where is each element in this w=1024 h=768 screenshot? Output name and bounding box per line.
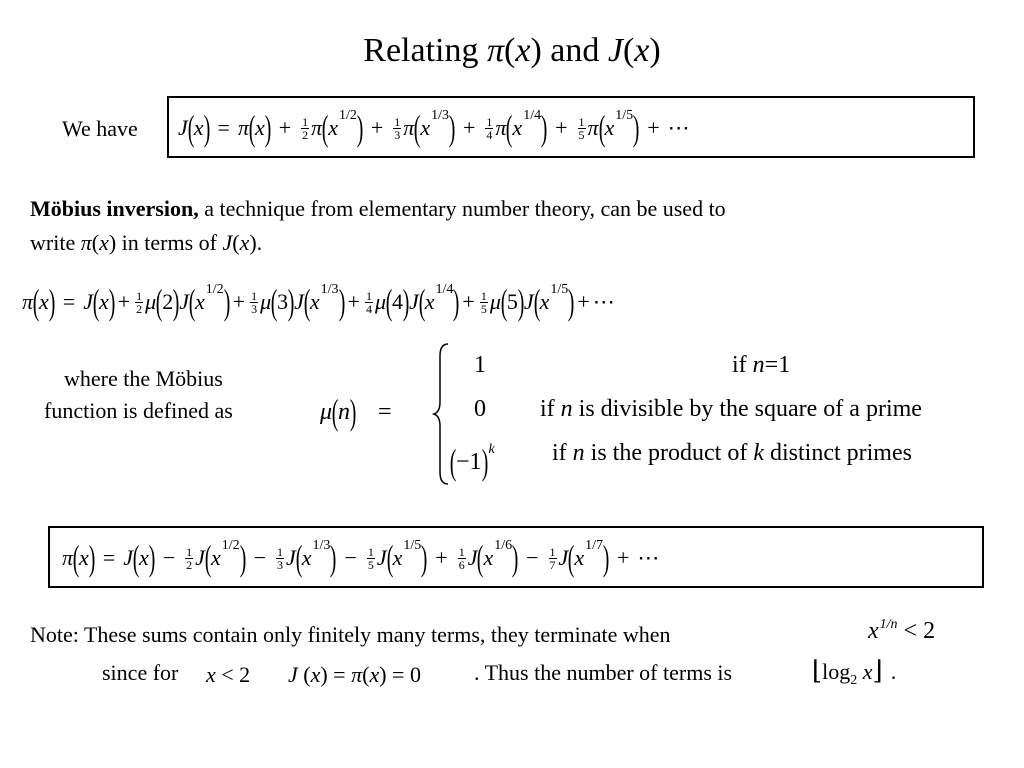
exponent: 1/5 (615, 108, 634, 123)
x-symbol: x (309, 289, 320, 314)
mobius-paragraph-line1 (30, 196, 726, 222)
x-symbol: x (99, 230, 109, 255)
x-symbol: x (254, 115, 265, 140)
case3-value: ( −1 ) k (449, 442, 495, 482)
x-symbol: x (310, 662, 321, 687)
mu-argument: 2 (162, 289, 174, 314)
sign: + (435, 545, 448, 570)
mu-symbol: μ (489, 289, 501, 314)
J-symbol: J (376, 545, 387, 570)
x-symbol: x (574, 545, 585, 570)
mobius-paragraph-line2: write π(x) in terms of J(x). (30, 230, 263, 255)
floor-right-bracket: ⌋ (872, 656, 883, 685)
fraction: $\frac{1}{4}$ (486, 114, 493, 142)
plus-sign: + (347, 289, 360, 314)
fraction: $\frac{1}{6}$ (458, 544, 465, 572)
mu-symbol: μ (145, 289, 157, 314)
fraction: $\frac{1}{3}$ (251, 288, 258, 316)
plus-sign: + (278, 115, 292, 140)
exponent: 1/5 (550, 282, 569, 297)
x-symbol: x (138, 545, 149, 570)
x-symbol: x (424, 289, 435, 314)
n-symbol: n (560, 396, 573, 422)
exponent: 1/4 (523, 108, 542, 123)
less-than-two: < 2 (897, 618, 936, 644)
title-paren: ) (530, 32, 542, 69)
x-symbol: x (328, 115, 338, 140)
case3-mid: is the product of (584, 440, 754, 466)
x-symbol: x (369, 662, 380, 687)
x-symbol: x (206, 662, 216, 687)
if-text: if (732, 352, 747, 378)
fraction: $\frac{1}{2}$ (302, 114, 309, 142)
note-line2-lead: since for (102, 660, 179, 685)
sign: − (344, 545, 357, 570)
x-symbol: x (193, 115, 204, 140)
pi-symbol: π (403, 115, 415, 140)
x-less-than-two (206, 662, 250, 688)
mu-argument: 3 (277, 289, 289, 314)
fraction: $\frac{1}{3}$ (394, 114, 401, 142)
j-pi-zero-equation: J (x) = π(x) = 0 (288, 662, 421, 687)
fraction: $\frac{1}{5}$ (480, 288, 487, 316)
plus-sign: + (117, 289, 131, 314)
fraction: $\frac{1}{2}$ (186, 544, 193, 572)
J-symbol: J (409, 289, 419, 314)
formula-pi-expansion: π ( x ) = J ( x ) + $\frac{1}{2}$ μ ( 2 ) J ( x 1/2 ) + $\frac{1}{3}$ μ ( 3 ) J ( x 1/3 ) + $\frac{1}{4}$ μ ( 4 ) J ( x 1/4 ) + $\frac{1}{5}$ μ ( 5 ) J ( x 1/5 ) + ⋯ (22, 282, 615, 322)
x-symbol: x (239, 230, 250, 255)
title-J: J (607, 32, 623, 69)
exponent: 1/3 (431, 108, 449, 123)
case1-rhs: =1 (764, 352, 791, 378)
case3-end: distinct primes (763, 440, 912, 466)
x-symbol: x (194, 289, 205, 314)
formula-pi-final: π ( x ) = J ( x ) − $\frac{1}{2}$ J ( x 1/2 ) − $\frac{1}{3}$ J ( x 1/3 ) − $\frac{1}{5}$ J ( x 1/5 ) + $\frac{1}{6}$ J ( x 1/6 ) − $\frac{1}{7}$ J ( x 1/7 ) + ⋯ (62, 538, 660, 578)
plus-sign: + (647, 115, 660, 140)
k-symbol: k (753, 440, 764, 466)
pi-symbol: π (587, 115, 599, 140)
x-symbol: x (483, 545, 494, 570)
mu-n-lhs: μ ( n ) = (320, 392, 392, 432)
fraction: $\frac{1}{7}$ (549, 544, 556, 572)
x-symbol: x (420, 115, 431, 140)
pi-symbol: π (80, 230, 92, 255)
n-symbol: n (338, 398, 351, 425)
J-symbol: J (288, 662, 298, 687)
J-symbol: J (294, 289, 304, 314)
exponent: 1/n (879, 617, 898, 632)
mu-def-label-line2: function is defined as (44, 398, 233, 423)
n-symbol: n (752, 352, 765, 378)
fraction: $\frac{1}{2}$ (136, 288, 143, 316)
pi-symbol: π (237, 115, 249, 140)
mobius-bold: Möbius inversion, (30, 196, 199, 221)
ellipsis: ⋯ (667, 115, 690, 140)
x-symbol: x (210, 545, 221, 570)
exponent: 1/2 (338, 108, 357, 123)
sign: − (526, 545, 539, 570)
exponent: 1/7 (585, 538, 603, 553)
title-paren: ( (622, 32, 635, 69)
plus-sign: + (370, 115, 384, 140)
mobius-rest: a technique from elementary number theory, can be used to (198, 196, 726, 221)
x-symbol: x (512, 115, 523, 140)
mu-symbol: μ (260, 289, 272, 314)
title-x: x (515, 32, 531, 69)
sign: − (253, 545, 267, 570)
mu-argument: 4 (392, 289, 403, 314)
mu-argument: 5 (506, 289, 518, 314)
case2-rhs: is divisible by the square of a prime (572, 396, 922, 422)
note-line1: Note: These sums contain only finitely many terms, they terminate when (30, 622, 671, 647)
page-title (0, 32, 1024, 70)
title-prefix: Relating (363, 32, 487, 69)
J-symbol: J (123, 545, 133, 570)
title-paren: ( (504, 32, 516, 69)
title-and: and (541, 32, 608, 69)
log-base: 2 (850, 673, 858, 688)
pi-symbol: π (495, 115, 507, 140)
x-symbol: x (539, 289, 550, 314)
period: . (890, 659, 897, 684)
formula-j-equation: J ( x ) = π ( x ) + $\frac{1}{2}$ π ( x 1/2 ) + $\frac{1}{3}$ π ( x 1/3 ) + $\frac{1}{4}$ π ( x 1/4 ) + $\frac{1}{5}$ π ( x 1/5 ) + ⋯ (178, 108, 690, 148)
J-symbol: J (83, 289, 93, 314)
x-symbol: x (98, 289, 109, 314)
exponent: 1/4 (435, 282, 454, 297)
pi-symbol: π (351, 662, 363, 687)
case2-condition (540, 396, 922, 423)
mu-def-label-line1: where the Möbius (64, 366, 223, 391)
mu-symbol: μ (374, 289, 386, 314)
terminate-condition (868, 618, 935, 645)
x-symbol: x (392, 545, 403, 570)
plus-sign: + (555, 115, 568, 140)
we-have-label: We have (62, 116, 138, 141)
k-exponent: k (488, 442, 495, 457)
mu-symbol: μ (320, 398, 333, 425)
J-symbol: J (523, 289, 534, 314)
J-symbol: J (178, 115, 188, 140)
J-symbol: J (222, 230, 233, 255)
ellipsis: ⋯ (592, 289, 615, 314)
minus-one: −1 (456, 448, 482, 475)
n-symbol: n (572, 440, 585, 466)
exponent: 1/3 (312, 538, 331, 553)
J-symbol: J (179, 289, 189, 314)
title-pi: π (486, 32, 505, 69)
exponent: 1/3 (320, 282, 339, 297)
plus-sign: + (462, 289, 475, 314)
J-symbol: J (467, 545, 478, 570)
fraction: $\frac{1}{3}$ (277, 544, 284, 572)
pi-symbol: π (62, 545, 74, 570)
title-paren: ) (649, 32, 661, 69)
case3-condition (552, 440, 912, 467)
pi-symbol: π (311, 115, 323, 140)
exponent: 1/6 (494, 538, 513, 553)
x-symbol: x (79, 545, 89, 570)
exponent: 1/2 (205, 282, 224, 297)
J-symbol: J (286, 545, 296, 570)
note-line2-thus: . Thus the number of terms is (474, 660, 733, 685)
log-text: log (822, 659, 851, 684)
plus-sign: + (462, 115, 476, 140)
x-symbol: x (868, 618, 879, 644)
J-symbol: J (558, 545, 569, 570)
equals-sign: = (62, 289, 76, 314)
title-x: x (634, 32, 650, 69)
J-symbol: J (195, 545, 205, 570)
if-text: if (540, 396, 561, 422)
case1-value: 1 (474, 352, 486, 378)
ellipsis: ⋯ (637, 545, 660, 570)
exponent: 1/2 (221, 538, 240, 553)
floor-log-expression (812, 656, 896, 686)
equals-sign: = (217, 115, 230, 140)
plus-sign: + (232, 289, 246, 314)
case1-condition (732, 352, 790, 379)
x-symbol: x (39, 289, 49, 314)
x-symbol: x (604, 115, 615, 140)
x-symbol: x (301, 545, 312, 570)
x-symbol: x (857, 659, 873, 684)
plus-sign: + (577, 289, 590, 314)
sign: − (162, 545, 176, 570)
floor-left-bracket: ⌊ (812, 656, 823, 685)
pi-symbol: π (22, 289, 34, 314)
fraction: $\frac{1}{4}$ (365, 288, 372, 316)
equals-sign: = (378, 398, 392, 425)
case2-value: 0 (474, 396, 486, 422)
fraction: $\frac{1}{5}$ (367, 544, 374, 572)
plus-sign: + (616, 545, 630, 570)
if-text: if (552, 440, 573, 466)
exponent: 1/5 (403, 538, 422, 553)
equals-sign: = (102, 545, 116, 570)
less-than-two: < 2 (215, 662, 251, 687)
fraction: $\frac{1}{5}$ (578, 114, 585, 142)
